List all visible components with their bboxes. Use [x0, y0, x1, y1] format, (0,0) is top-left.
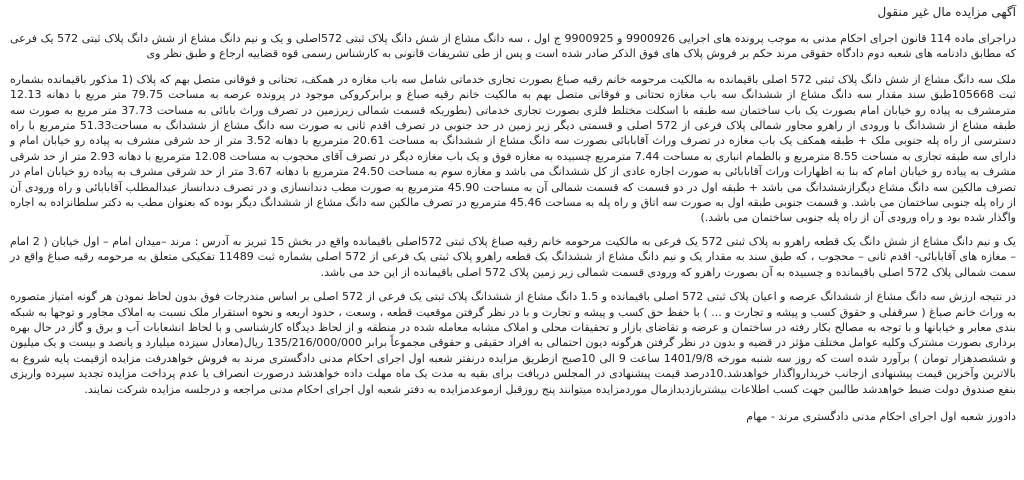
property-one-paragraph: ملک سه دانگ مشاع از شش دانگ پلاک ثبتی 572 اصلی باقیمانده به مالکیت مرحومه خانم رقیه صباغ بصورت تجاری خدماتی شامل سه باب مغازه در همکف، تحتانی و فوقانی متصل بهم که پلاک (1 مذکور باقیمانده بشماره ثبت 105668طبق سند مقدار سه دانگ مشاع از ششدانگ سه باب مغازه تحتانی و فوقانی متصل بهم به مالکیت خانم رقیه صباغ و برابرکروکی موجود در پرونده عرصه به مساحت 79.75 متر مربع با دهانه 12.13 مترمشرف به پیاده رو خیابان امام بصورت یک باب ساختمان سه طبقه با اسکلت مختلط فلزی بصورت تجاری خدماتی (بطوریکه قسمت شمالی زیرزمین در تصرف وراث بابائی به مساحت 37.73 متر مربع به صورت سه طبقه مشاع از ششدانگ با ورودی از راهرو مجاور شمالی پلاک فرعی از 572 اصلی و قسمتی دیگر زیر زمین در حد جنوبی در تصرف اقدم ثانی به صورت سه دانگ مشاع از ششدانگ به مساحت51.33 مترمربع با راه دسترسی از راه پله جنوبی ملک + طبقه همکف یک باب مغازه در تصرف وراث آقابابائی بصورت سه دانگ مشاع از ششدانگ به مساحت 20.61 مترمربع با دهانه 3.52 متر از حد شرقی مشرف به پیاده رو خیابان امام و دارای سه طبقه تجاری به مساحت 8.55 مترمربع و بالطمام انباری به مساحت 7.44 مترمربع چسبیده به مغازه فوق و یک باب مغازه دیگر در تصرف آقای محجوب به مساحت 12.08 مترمربع با دهانه 2.93 متر از حد شرقی مشرف به پیاده رو خیابان امام که بنا به اظهارات وراث آقابابائی به صورت اجاره عادی از کل ششدانگ می باشد و مغازه سوم به مساحت 24.50 مترمربع با دهانه 3.67 متر از حد شرقی مشرف به پیاده رو خیابان امام در تصرف مالکین سه دانگ مشاع دیگرازششدانگ می باشد + طبقه اول در دو قسمت که قسمت شمالی آن به مساحت 45.90 مترمربع به صورت مطب دندانسازی و در تصرف دندانساز عبدالمطلب آقابابائی و راه ورودی آن از راه پله جنوبی ساختمان می باشد. و قسمت جنوبی طبقه اول به صورت سه اتاق و راه پله به مساحت 45.46 مترمربع در تصرف مالکین سه دانگ مشاع از ششدانگ دیگر بوده که بعنوان مطب به دکتر سلطانزاده به اجاره واگذار شده بود و راه ورودی آن از راه پله جنوبی ساختمان می باشد.): [10, 72, 1017, 225]
valuation-auction-paragraph: در نتیجه ارزش سه دانگ مشاع از ششدانگ عرصه و اعیان پلاک ثبتی 572 اصلی باقیمانده و 1.5 دانگ مشاع از ششدانگ پلاک ثبتی یک فرعی از 572 اصلی بر اساس مندرجات فوق بدون لحاظ نمودن هر گونه امتیاز متصوره به وراث خانم صباغ ( سرقفلی و حقوق کسب و پیشه و تجارت و ... ) با حفظ حق کسب و پیشه و تجارت و با در نظر گرفتن موقعیت قطعه ، وسعت ، حدود اربعه و نحوه استقرار ملک نسبت به املاک مجاور و توجها به شبکه بندی معابر و خیابانها و با توجه به مصالح بکار رفته در ساختمان و عرضه و تقاضای بازار و تحقیقات محلی و املاک مشابه معامله شده در منطقه و از لحاظ دیدگاه کارشناسی و با لحاظ انشعابات آب و برق و گاز در حال بهره برداری بصورت مشترک وکلیه عوامل مختلف مؤثر در قضیه و بدون در نظر گرفتن هرگونه دیون احتمالی به افراد حقیقی و حقوقی مجموعاً برابر 135/216/000/000 ریال(معادل سیزده میلیارد و پانصد و بیست و یک میلیون و ششصدهزار تومان ) برآورد شده است که روز سه شنبه مورخه 1401/9/8 ساعت 9 الی 10صبح ازطریق مزایده درنفتر شعبه اول اجرای احکام مدنی دادگستری مرند به فروش خواهدرفت مزایده ازقیمت پایه شروع به بالاترین وآخرین قیمت پیشنهادی ازجانب خریدارواگذار خواهدشد.10درصد قیمت پیشنهادی در المجلس دریافت برای بقیه به مدت یک ماه مهلت داده خواهدشد درصورت انصراف یا عدم پرداخت مزایده تجدید سپرده واریزی بنفع صندوق دولت ضبط خواهدشد طالبین جهت کسب اطلاعات بیشتربازدیدازمال موردمزایده میتوانند پنج روزقبل ازموعدمزایده به دفتر شعبه اول اجرای احکام مدنی مراجعه و درجلسه مزایده شرکت نمایند.: [10, 290, 1017, 396]
signature-line: دادورز شعبه اول اجرای احکام مدنی دادگستری مرند - مهام: [746, 409, 1016, 423]
page-title: آگهی مزایده مال غیر منقول: [877, 5, 1016, 19]
intro-paragraph: دراجرای ماده 114 قانون اجرای احکام مدنی به موجب پرونده های اجرایی 9900926 و 9900925 ج اول ، سه دانگ مشاع از شش دانگ پلاک ثبتی 572اصلی و یک و نیم دانگ مشاع از شش دانگ پلاک ثبتی 572 یک فرعی که مطابق دادنامه های شعبه دوم دادگاه حقوقی مرند حکم بر فروش پلاک های فوق الذکر صادر شده است و پس از طی تشریفات قانونی به کارشناس رسمی قوه قضاییه ارجاع و طبق نظر وی: [10, 32, 1016, 61]
property-two-paragraph: یک و نیم دانگ مشاع از شش دانگ یک قطعه راهرو به پلاک ثبتی 572 یک فرعی به مالکیت مرحومه خانم رقیه صباغ پلاک ثبتی 572اصلی باقیمانده واقع در بخش 15 تبریز به آدرس : مرند –میدان امام – اول خیابان ( 2 امام – مغازه های آقابابائی- اقدم ثانی – محجوب ، که طبق سند به مقدار یک و نیم دانگ مشاع از ششدانگ یک قطعه راهرو پلاک ثبتی یک فرعی از 572 اصلی بشماره ثبت 11489 تفکیکی متعلق به مرحومه رقیه صباغ واقع در سمت شمالی پلاک 572 اصلی باقیمانده و چسبیده به آن بصورت راهرو که ورودی قسمت شمالی زیر زمین پلاک 572 اصلی باقیمانده از این حد می باشد.: [10, 234, 1016, 279]
